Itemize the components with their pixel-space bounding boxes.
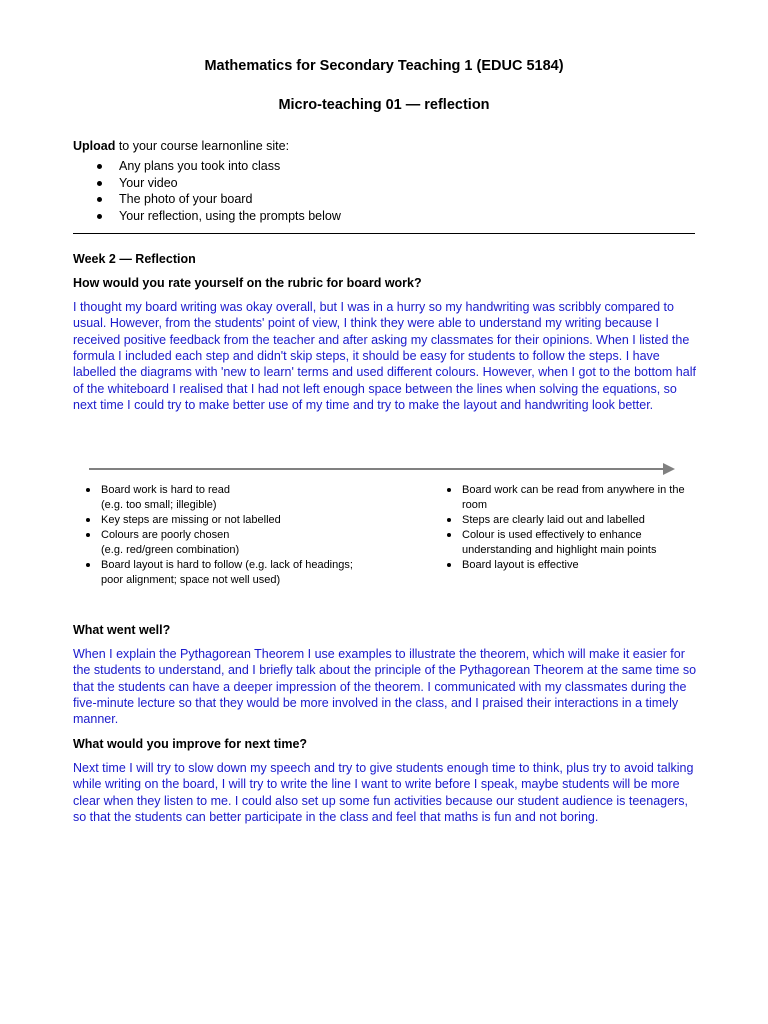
upload-instruction-text: to your course learnonline site: <box>115 139 290 153</box>
rubric-item <box>73 528 373 558</box>
divider-line <box>73 233 695 234</box>
rubric-strong-list <box>434 483 696 573</box>
upload-item: Your reflection, using the prompts below <box>73 208 341 225</box>
question-improve: What would you improve for next time? <box>73 737 308 751</box>
answer-rubric-rating: I thought my board writing was okay overall, but I was in a hurry so my handwriting was scribbly compared to usual. However, from the students' point of view, I think they were able to understand my writing because I received positive feedback from the teacher and after asking my classmates for their opinions. When I listed the formula I included each step and didn't skip steps, it should be easy for students to follow the steps. I have labelled the diagrams with 'new to learn' terms and used different colours. However, when I got to the bottom half of the whiteboard I realised that I had not left enough space between the lines when solving the equations, so next time I could try to make better use of my time and try to make the layout and handwriting look better. <box>73 300 696 413</box>
question-went-well: What went well? <box>73 623 171 637</box>
week-heading: Week 2 — Reflection <box>73 252 196 266</box>
rubric-item-text: Colour is used effectively to enhance understanding and highlight main points <box>462 529 657 556</box>
rubric-item <box>434 528 696 558</box>
upload-label: Upload <box>73 139 116 153</box>
rubric-item <box>73 558 373 588</box>
rubric-item <box>434 483 696 513</box>
rubric-item-text: Steps are clearly laid out and labelled <box>462 514 645 526</box>
rubric-item-text: Board work can be read from anywhere in the room <box>462 484 685 511</box>
rubric-item-text: Key steps are missing or not labelled <box>101 514 281 526</box>
document-subtitle: Micro-teaching 01 — reflection <box>278 97 490 113</box>
rubric-weak-list <box>73 483 373 588</box>
upload-item: The photo of your board <box>73 191 341 208</box>
rubric-item <box>434 558 696 573</box>
upload-item: Your video <box>73 175 341 192</box>
course-title: Mathematics for Secondary Teaching 1 (EDUC 5184) <box>204 58 564 74</box>
document-page <box>73 0 695 1024</box>
rubric-scale-arrow-icon <box>89 461 679 477</box>
rubric-item-text: Board layout is effective <box>462 559 579 571</box>
upload-item: Any plans you took into class <box>73 158 341 175</box>
rubric-item <box>73 513 373 528</box>
rubric-item-example: (e.g. red/green combination) <box>101 544 240 556</box>
answer-improve: Next time I will try to slow down my speech and try to give students enough time to think, plus try to avoid talking while writing on the board, I will try to write the line I want to write before I speak, maybe students will be more clear when they listen to me. I could also set up some fun activities because our student audience is teenagers, so that the students can better participate in the class and feel that maths is fun and not boring. <box>73 761 694 825</box>
rubric-item-example: (e.g. too small; illegible) <box>101 499 217 511</box>
upload-list <box>73 158 341 225</box>
question-rubric-rating: How would you rate yourself on the rubric for board work? <box>73 276 422 290</box>
rubric-item-text: Board layout is hard to follow (e.g. lack of headings; poor alignment; space not well used) <box>101 559 353 586</box>
rubric-item-text: Board work is hard to read <box>101 484 231 496</box>
upload-instruction <box>73 139 289 153</box>
rubric-item <box>434 513 696 528</box>
rubric-item <box>73 483 373 513</box>
answer-went-well: When I explain the Pythagorean Theorem I use examples to illustrate the theorem, which will make it easier for the students to understand, and I briefly talk about the principle of the Pythagorean Theorem at the same time so that the students can have a deeper impression of the theorem. I communicated with my classmates during the five-minute lecture so that they would be more involved in the class, and I praised their interactions in a timely manner. <box>73 647 697 727</box>
rubric-item-text: Colours are poorly chosen <box>101 529 230 541</box>
